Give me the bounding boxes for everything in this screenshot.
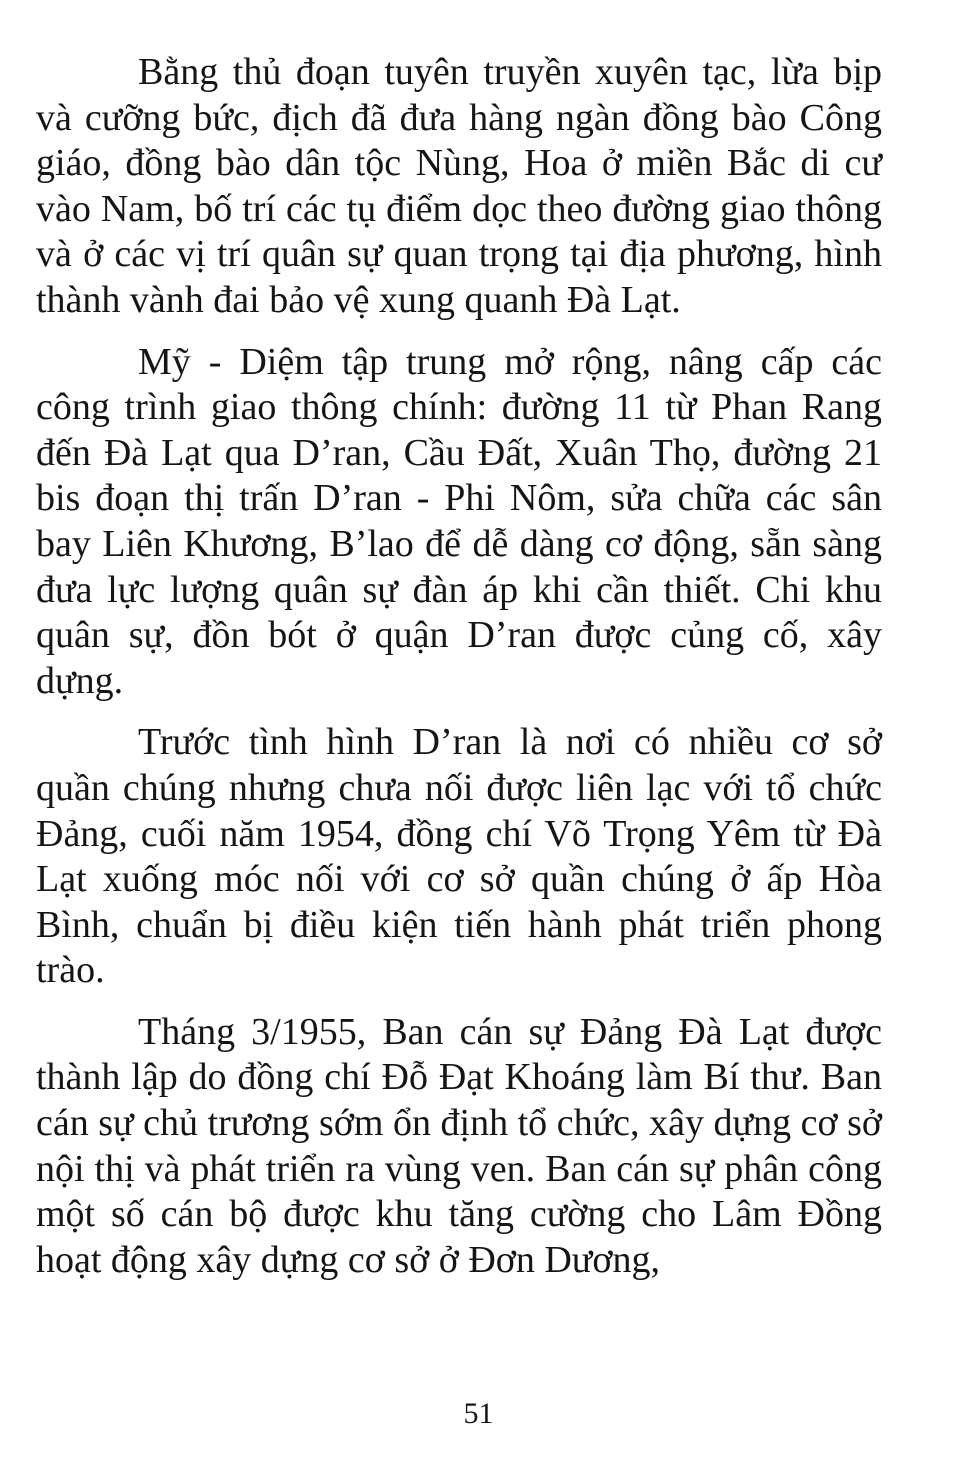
paragraph-1: Bằng thủ đoạn tuyên truyền xuyên tạc, lừa bịp và cưỡng bức, địch đã đưa hàng ngàn đồng bào Công giáo, đồng bào dân tộc Nùng, Hoa ở miền Bắc di cư vào Nam, bố trí các tụ điểm dọc theo đường giao thông và ở các vị trí quân sự quan trọng tại địa phương, hình thành vành đai bảo vệ xung quanh Đà Lạt. xyxy=(36,51,882,321)
paragraph-2: Mỹ - Diệm tập trung mở rộng, nâng cấp các công trình giao thông chính: đường 11 từ Phan Rang đến Đà Lạt qua D’ran, Cầu Đất, Xuân Thọ, đường 21 bis đoạn thị trấn D’ran - Phi Nôm, sửa chữa các sân bay Liên Khương, B’lao để dễ dàng cơ động, sẵn sàng đưa lực lượng quân sự đàn áp khi cần thiết. Chi khu quân sự, đồn bót ở quận D’ran được củng cố, xây dựng. xyxy=(36,340,882,702)
page-body xyxy=(36,50,882,1299)
paragraph-3: Trước tình hình D’ran là nơi có nhiều cơ sở quần chúng nhưng chưa nối được liên lạc với tổ chức Đảng, cuối năm 1954, đồng chí Võ Trọng Yêm từ Đà Lạt xuống móc nối với cơ sở quần chúng ở ấp Hòa Bình, chuẩn bị điều kiện tiến hành phát triển phong trào. xyxy=(36,721,882,992)
paragraph-4: Tháng 3/1955, Ban cán sự Đảng Đà Lạt được thành lập do đồng chí Đỗ Đạt Khoáng làm Bí thư. Ban cán sự chủ trương sớm ổn định tổ chức, xây dựng cơ sở nội thị và phát triển ra vùng ven. Ban cán sự phân công một số cán bộ được khu tăng cường cho Lâm Đồng hoạt động xây dựng cơ sở ở Đơn Dương, xyxy=(36,1010,882,1281)
page-number: 51 xyxy=(463,1397,494,1430)
